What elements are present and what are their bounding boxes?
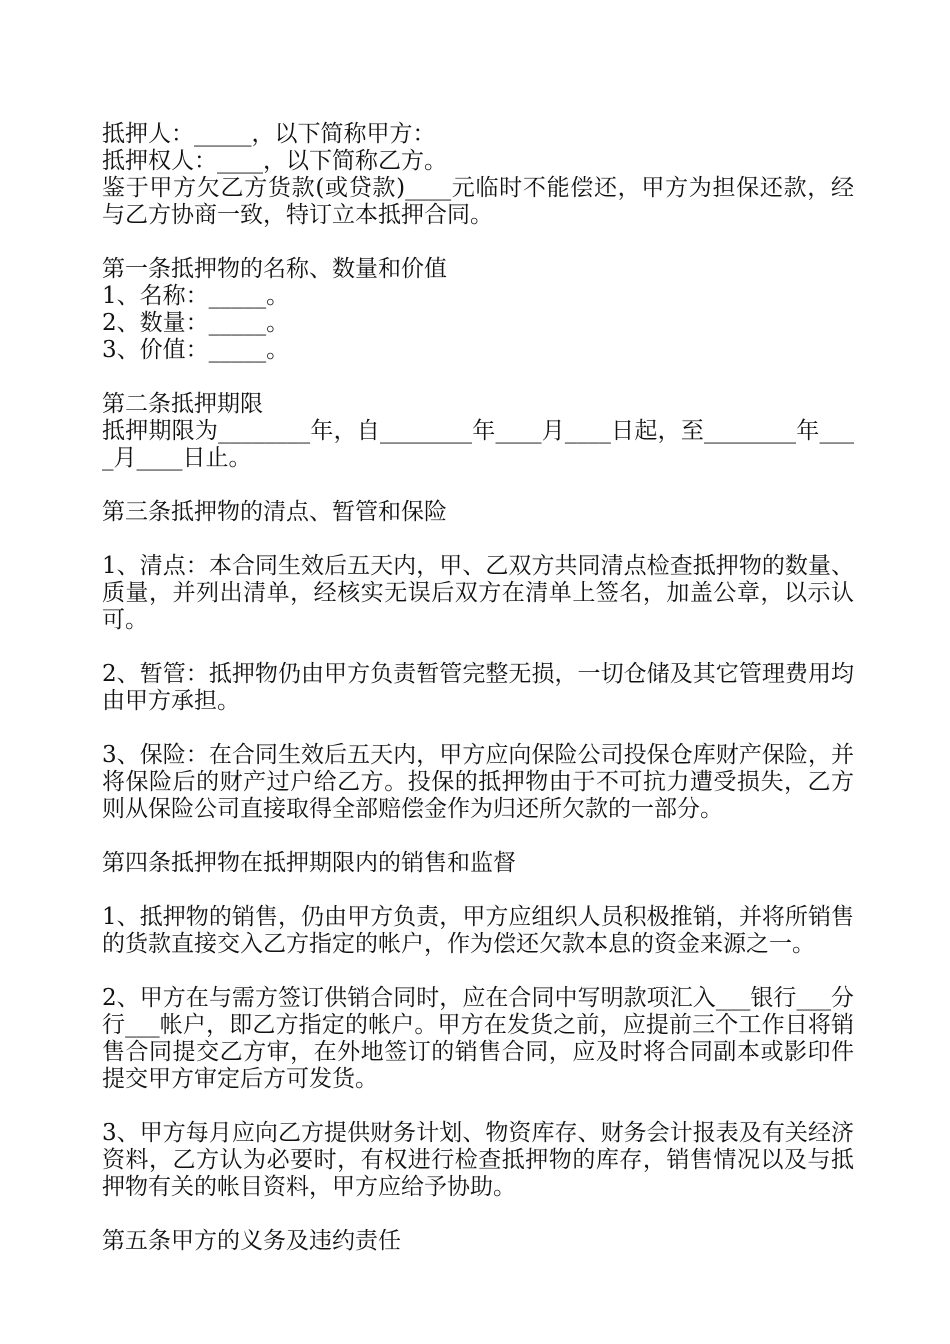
spacer [102, 472, 854, 499]
article3-paragraph-inventory: 1、清点：本合同生效后五天内，甲、乙双方共同清点检查抵押物的数量、质量，并列出清单，经核实无误后双方在清单上签名，加盖公章，以示认可。 [102, 553, 854, 633]
article1-item-value: 3、价值：_____。 [102, 337, 290, 363]
article1-item-name: 1、名称：_____。 [102, 283, 290, 309]
spacer [102, 526, 854, 553]
spacer [102, 364, 854, 391]
article5-title: 第五条甲方的义务及违约责任 [102, 1228, 401, 1254]
spacer [102, 958, 854, 985]
spacer [102, 1201, 854, 1228]
preamble: 鉴于甲方欠乙方货款(或贷款)____元临时不能偿还，甲方为担保还款，经与乙方协商一致，特订立本抵押合同。 [102, 175, 854, 228]
article1-item-quantity: 2、数量：_____。 [102, 310, 290, 336]
mortgagee-line: 抵押权人：____，以下简称乙方。 [102, 148, 447, 174]
article4-paragraph-reports: 3、甲方每月应向乙方提供财务计划、物资库存、财务会计报表及有关经济资料，乙方认为必要时，有权进行检查抵押物的库存，销售情况以及与抵押物有关的帐目资料，甲方应给予协助。 [102, 1120, 854, 1200]
article3-paragraph-insurance: 3、保险：在合同生效后五天内，甲方应向保险公司投保仓库财产保险，并将保险后的财产过户给乙方。投保的抵押物由于不可抗力遭受损失，乙方则从保险公司直接取得全部赔偿金作为归还所欠款的一部分。 [102, 742, 854, 822]
spacer [102, 877, 854, 904]
article4-paragraph-contracts: 2、甲方在与需方签订供销合同时，应在合同中写明款项汇入___银行___分行___帐户，即乙方指定的帐户。甲方在发货之前，应提前三个工作日将销售合同提交乙方审，在外地签订的销售合同，应及时将合同副本或影印件提交甲方审定后方可发货。 [102, 985, 854, 1092]
article4-title: 第四条抵押物在抵押期限内的销售和监督 [102, 850, 516, 876]
spacer [102, 715, 854, 742]
article3-paragraph-custody: 2、暂管：抵押物仍由甲方负责暂管完整无损，一切仓储及其它管理费用均由甲方承担。 [102, 661, 854, 714]
spacer [102, 1093, 854, 1120]
article4-paragraph-sales: 1、抵押物的销售，仍由甲方负责，甲方应组织人员积极推销，并将所销售的货款直接交入乙方指定的帐户，作为偿还欠款本息的资金来源之一。 [102, 904, 854, 957]
spacer [102, 634, 854, 661]
mortgagor-line: 抵押人：_____，以下简称甲方： [102, 121, 436, 147]
spacer [102, 229, 854, 256]
article3-title: 第三条抵押物的清点、暂管和保险 [102, 499, 447, 525]
article2-text: 抵押期限为________年，自________年____月____日起，至________年____月____日止。 [102, 418, 854, 471]
article2-title: 第二条抵押期限 [102, 391, 263, 417]
spacer [102, 823, 854, 850]
article1-title: 第一条抵押物的名称、数量和价值 [102, 256, 447, 282]
